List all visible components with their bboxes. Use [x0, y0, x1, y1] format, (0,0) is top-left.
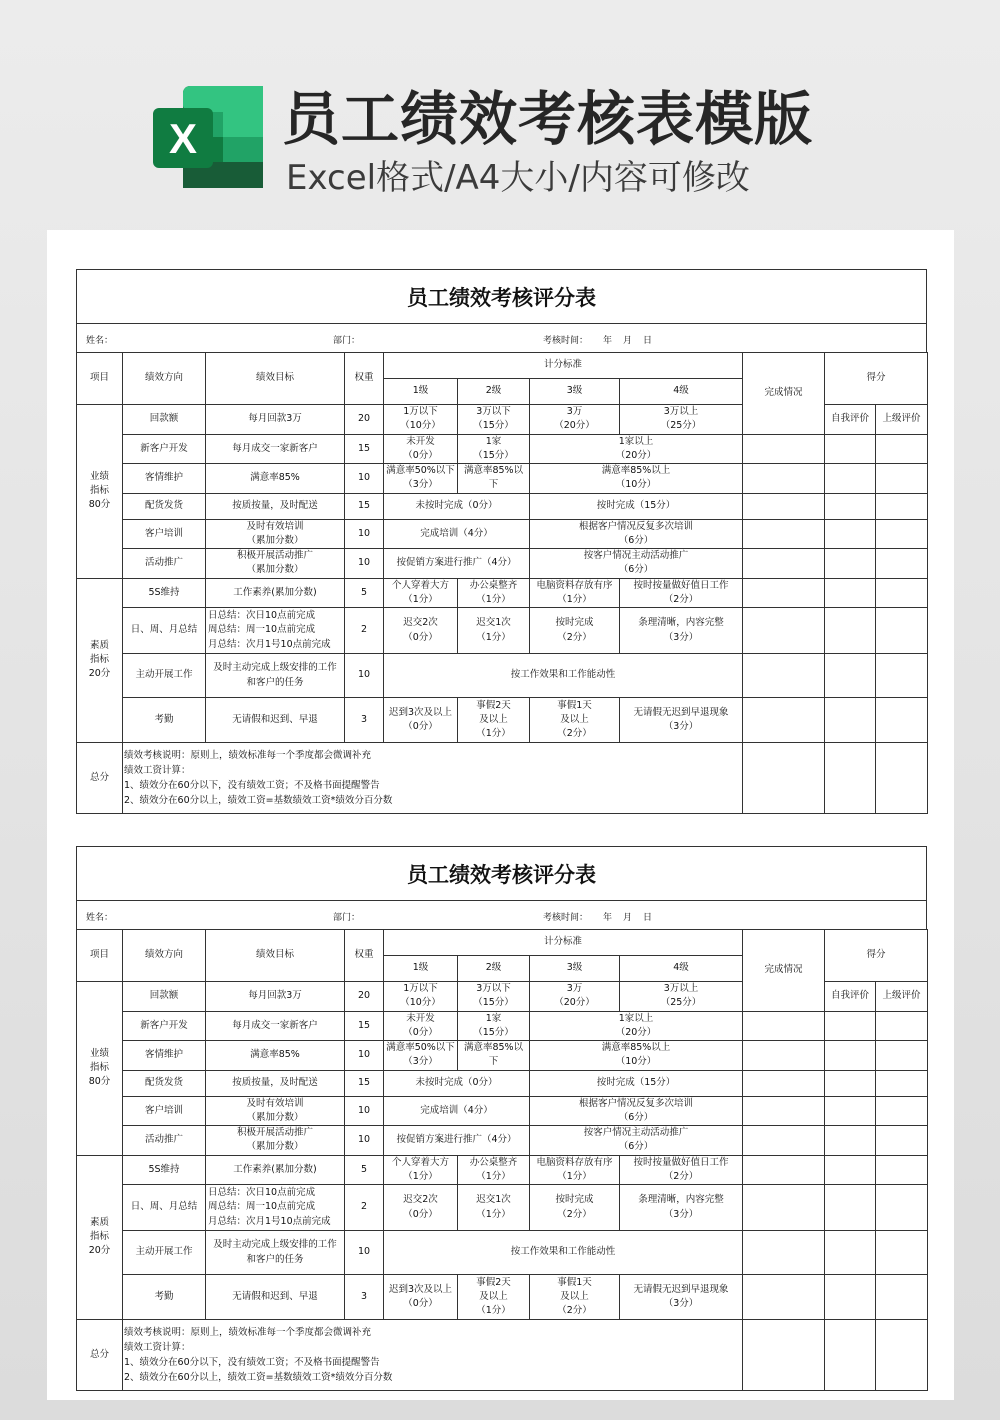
row-weight: 2	[345, 608, 384, 654]
self-score-cell[interactable]	[825, 1231, 876, 1275]
row-l2: 1家 （15分）	[458, 1011, 530, 1041]
header-l1: 1级	[384, 379, 458, 405]
completion-cell[interactable]	[743, 1320, 825, 1391]
row-target: 满意率85%	[206, 464, 345, 494]
self-score-cell[interactable]	[825, 1155, 876, 1185]
row-target: 满意率85%	[206, 1041, 345, 1071]
superior-score-cell[interactable]	[876, 1096, 928, 1126]
row-direction: 5S维持	[123, 1155, 206, 1185]
row-l1: 个人穿着大方 （1分）	[384, 1155, 458, 1185]
superior-score-cell[interactable]	[876, 464, 928, 494]
group-perf: 业绩 指标 80分	[77, 405, 123, 579]
row-l4: 3万以上 （25分）	[620, 982, 743, 1012]
header-superior: 上级评价	[876, 982, 928, 1012]
superior-score-cell[interactable]	[876, 1320, 928, 1391]
self-score-cell[interactable]	[825, 493, 876, 519]
row-l1234: 按工作效果和工作能动性	[384, 654, 743, 698]
name-label: 姓名：	[86, 913, 114, 923]
time-month: 月	[623, 913, 633, 923]
row-target: 每月成交一家新客户	[206, 434, 345, 464]
self-score-cell[interactable]	[825, 1041, 876, 1071]
group-quality: 素质 指标 20分	[77, 578, 123, 743]
superior-score-cell[interactable]	[876, 1070, 928, 1096]
row-weight: 15	[345, 1011, 384, 1041]
header-completion: 完成情况	[743, 930, 825, 1012]
banner	[0, 0, 1000, 230]
form-title: 员工绩效考核评分表	[76, 846, 927, 900]
self-score-cell[interactable]	[825, 1185, 876, 1231]
row-l4: 无请假无迟到早退现象 （3分）	[620, 698, 743, 743]
row-target: 按质按量，及时配送	[206, 493, 345, 519]
header-superior: 上级评价	[876, 405, 928, 435]
row-weight: 2	[345, 1185, 384, 1231]
row-weight: 10	[345, 1231, 384, 1275]
row-l2: 满意率85%以 下	[458, 1041, 530, 1071]
completion-cell[interactable]	[743, 743, 825, 814]
row-target: 工作素养(累加分数)	[206, 1155, 345, 1185]
header-l4: 4级	[620, 956, 743, 982]
row-target: 积极开展活动推广 （累加分数）	[206, 549, 345, 579]
logo-letter: X	[168, 115, 198, 162]
row-l34: 按时完成（15分）	[530, 1070, 743, 1096]
self-score-cell[interactable]	[825, 464, 876, 494]
self-score-cell[interactable]	[825, 698, 876, 743]
row-l4: 条理清晰，内容完整 （3分）	[620, 608, 743, 654]
row-l3: 按时完成 （2分）	[530, 1185, 620, 1231]
superior-score-cell[interactable]	[876, 1041, 928, 1071]
self-score-cell[interactable]	[825, 1126, 876, 1156]
superior-score-cell[interactable]	[876, 1126, 928, 1156]
row-weight: 3	[345, 698, 384, 743]
row-target: 及时主动完成上级安排的工作 和客户的任务	[206, 654, 345, 698]
self-score-cell[interactable]	[825, 608, 876, 654]
superior-score-cell[interactable]	[876, 434, 928, 464]
row-l1: 1万以下 （10分）	[384, 982, 458, 1012]
row-l1: 满意率50%以下 （3分）	[384, 464, 458, 494]
row-direction: 5S维持	[123, 578, 206, 608]
row-l2: 满意率85%以 下	[458, 464, 530, 494]
form-title: 员工绩效考核评分表	[76, 269, 927, 323]
row-weight: 15	[345, 434, 384, 464]
group-total: 总分	[77, 1320, 123, 1391]
header-direction: 绩效方向	[123, 930, 206, 982]
dept-label: 部门：	[333, 913, 361, 923]
completion-cell[interactable]	[743, 1096, 825, 1126]
header-l2: 2级	[458, 956, 530, 982]
row-direction: 新客户开发	[123, 434, 206, 464]
superior-score-cell[interactable]	[876, 1011, 928, 1041]
row-target: 及时有效培训 （累加分数）	[206, 1096, 345, 1126]
row-target: 日总结：次日10点前完成 周总结：周一10点前完成 月总结：次月1号10点前完成	[206, 1185, 345, 1231]
row-target: 每月回款3万	[206, 405, 345, 435]
row-direction: 活动推广	[123, 1126, 206, 1156]
superior-score-cell[interactable]	[876, 1275, 928, 1320]
header-standard: 计分标准	[384, 930, 743, 956]
row-weight: 20	[345, 982, 384, 1012]
time-year: 年	[603, 913, 613, 923]
superior-score-cell[interactable]	[876, 578, 928, 608]
notes-cell: 绩效考核说明：原则上，绩效标准每一个季度都会微调补充 绩效工资计算： 1、绩效分在60分以下，没有绩效工资；不及格书面提醒警告 2、绩效分在60分以上，绩效工资=基数绩效工资*绩效分百分数	[123, 743, 743, 814]
row-l3: 3万 （20分）	[530, 982, 620, 1012]
row-target: 及时主动完成上级安排的工作 和客户的任务	[206, 1231, 345, 1275]
row-l1: 迟交2次 （0分）	[384, 1185, 458, 1231]
time-day: 日	[643, 336, 653, 346]
group-perf: 业绩 指标 80分	[77, 982, 123, 1156]
header-l3: 3级	[530, 956, 620, 982]
header-target: 绩效目标	[206, 353, 345, 405]
row-l2: 迟交1次 （1分）	[458, 608, 530, 654]
row-target: 每月回款3万	[206, 982, 345, 1012]
row-direction: 回款额	[123, 982, 206, 1012]
self-score-cell[interactable]	[825, 1096, 876, 1126]
superior-score-cell[interactable]	[876, 1185, 928, 1231]
row-l1234: 按工作效果和工作能动性	[384, 1231, 743, 1275]
row-l4: 按时按量做好值日工作 （2分）	[620, 1155, 743, 1185]
self-score-cell[interactable]	[825, 1275, 876, 1320]
header-self: 自我评价	[825, 405, 876, 435]
row-weight: 15	[345, 493, 384, 519]
header-direction: 绩效方向	[123, 353, 206, 405]
row-l1: 1万以下 （10分）	[384, 405, 458, 435]
row-weight: 5	[345, 578, 384, 608]
row-l3: 事假1天 及以上 （2分）	[530, 1275, 620, 1320]
excel-logo-icon	[153, 86, 263, 188]
row-l1: 未开发 （0分）	[384, 434, 458, 464]
header-l1: 1级	[384, 956, 458, 982]
row-target: 按质按量，及时配送	[206, 1070, 345, 1096]
dept-label: 部门：	[333, 336, 361, 346]
row-direction: 活动推广	[123, 549, 206, 579]
evaluation-form-1	[76, 269, 927, 814]
row-l4: 3万以上 （25分）	[620, 405, 743, 435]
row-direction: 配货发货	[123, 1070, 206, 1096]
name-label: 姓名：	[86, 336, 114, 346]
group-total: 总分	[77, 743, 123, 814]
row-direction: 回款额	[123, 405, 206, 435]
row-l2: 3万以下 （15分）	[458, 982, 530, 1012]
completion-cell[interactable]	[743, 464, 825, 494]
evaluation-table	[76, 929, 928, 1391]
row-l3: 3万 （20分）	[530, 405, 620, 435]
row-l1: 迟到3次及以上 （0分）	[384, 698, 458, 743]
row-l1: 个人穿着大方 （1分）	[384, 578, 458, 608]
row-weight: 10	[345, 464, 384, 494]
self-score-cell[interactable]	[825, 1011, 876, 1041]
completion-cell[interactable]	[743, 434, 825, 464]
superior-score-cell[interactable]	[876, 549, 928, 579]
row-direction: 客情维护	[123, 464, 206, 494]
row-l12: 完成培训（4分）	[384, 1096, 530, 1126]
completion-cell[interactable]	[743, 1011, 825, 1041]
page-title: 员工绩效考核表模版	[282, 85, 814, 153]
header-weight: 权重	[345, 930, 384, 982]
completion-cell[interactable]	[743, 608, 825, 654]
header-standard: 计分标准	[384, 353, 743, 379]
row-target: 日总结：次日10点前完成 周总结：周一10点前完成 月总结：次月1号10点前完成	[206, 608, 345, 654]
row-target: 无请假和迟到、早退	[206, 1275, 345, 1320]
row-l2: 迟交1次 （1分）	[458, 1185, 530, 1231]
row-l1: 迟到3次及以上 （0分）	[384, 1275, 458, 1320]
row-weight: 10	[345, 654, 384, 698]
row-l1: 未开发 （0分）	[384, 1011, 458, 1041]
header-item: 项目	[77, 930, 123, 982]
document-paper	[47, 230, 954, 1400]
row-weight: 10	[345, 549, 384, 579]
header-self: 自我评价	[825, 982, 876, 1012]
time-label: 考核时间：	[543, 913, 589, 923]
row-l12: 按促销方案进行推广（4分）	[384, 1126, 530, 1156]
row-weight: 10	[345, 1126, 384, 1156]
superior-score-cell[interactable]	[876, 743, 928, 814]
time-month: 月	[623, 336, 633, 346]
self-score-cell[interactable]	[825, 434, 876, 464]
row-l12: 按促销方案进行推广（4分）	[384, 549, 530, 579]
form-info-row	[76, 900, 927, 929]
completion-cell[interactable]	[743, 1231, 825, 1275]
superior-score-cell[interactable]	[876, 1155, 928, 1185]
time-label: 考核时间：	[543, 336, 589, 346]
completion-cell[interactable]	[743, 698, 825, 743]
row-l34: 根据客户情况反复多次培训 （6分）	[530, 519, 743, 549]
row-l34: 按时完成（15分）	[530, 493, 743, 519]
header-item: 项目	[77, 353, 123, 405]
self-score-cell[interactable]	[825, 1070, 876, 1096]
row-l2: 办公桌整齐 （1分）	[458, 578, 530, 608]
row-weight: 20	[345, 405, 384, 435]
row-direction: 新客户开发	[123, 1011, 206, 1041]
completion-cell[interactable]	[743, 1275, 825, 1320]
row-l4: 按时按量做好值日工作 （2分）	[620, 578, 743, 608]
completion-cell[interactable]	[743, 519, 825, 549]
completion-cell[interactable]	[743, 1155, 825, 1185]
time-day: 日	[643, 913, 653, 923]
header-score: 得分	[825, 930, 928, 982]
self-score-cell[interactable]	[825, 519, 876, 549]
row-l34: 按客户情况主动活动推广 （6分）	[530, 1126, 743, 1156]
page-subtitle: Excel格式/A4大小/内容可修改	[286, 158, 750, 198]
header-score: 得分	[825, 353, 928, 405]
superior-score-cell[interactable]	[876, 608, 928, 654]
completion-cell[interactable]	[743, 578, 825, 608]
superior-score-cell[interactable]	[876, 1231, 928, 1275]
superior-score-cell[interactable]	[876, 519, 928, 549]
row-weight: 10	[345, 519, 384, 549]
completion-cell[interactable]	[743, 1126, 825, 1156]
header-completion: 完成情况	[743, 353, 825, 435]
header-target: 绩效目标	[206, 930, 345, 982]
header-l3: 3级	[530, 379, 620, 405]
row-l3: 电脑资料存放有序 （1分）	[530, 1155, 620, 1185]
row-l3: 按时完成 （2分）	[530, 608, 620, 654]
self-score-cell[interactable]	[825, 578, 876, 608]
completion-cell[interactable]	[743, 654, 825, 698]
row-l12: 完成培训（4分）	[384, 519, 530, 549]
group-quality: 素质 指标 20分	[77, 1155, 123, 1320]
superior-score-cell[interactable]	[876, 654, 928, 698]
row-l3: 电脑资料存放有序 （1分）	[530, 578, 620, 608]
row-direction: 日、周、月总结	[123, 608, 206, 654]
row-direction: 客户培训	[123, 519, 206, 549]
row-l2: 事假2天 及以上 （1分）	[458, 1275, 530, 1320]
row-target: 积极开展活动推广 （累加分数）	[206, 1126, 345, 1156]
row-l34: 1家以上 （20分）	[530, 434, 743, 464]
self-score-cell[interactable]	[825, 1320, 876, 1391]
row-weight: 5	[345, 1155, 384, 1185]
row-weight: 3	[345, 1275, 384, 1320]
row-weight: 10	[345, 1096, 384, 1126]
row-direction: 主动开展工作	[123, 1231, 206, 1275]
row-weight: 15	[345, 1070, 384, 1096]
self-score-cell[interactable]	[825, 654, 876, 698]
time-year: 年	[603, 336, 613, 346]
row-target: 每月成交一家新客户	[206, 1011, 345, 1041]
row-direction: 考勤	[123, 1275, 206, 1320]
row-l34: 1家以上 （20分）	[530, 1011, 743, 1041]
self-score-cell[interactable]	[825, 743, 876, 814]
row-target: 及时有效培训 （累加分数）	[206, 519, 345, 549]
superior-score-cell[interactable]	[876, 698, 928, 743]
completion-cell[interactable]	[743, 1041, 825, 1071]
row-direction: 主动开展工作	[123, 654, 206, 698]
header-l2: 2级	[458, 379, 530, 405]
row-l4: 无请假无迟到早退现象 （3分）	[620, 1275, 743, 1320]
row-l2: 办公桌整齐 （1分）	[458, 1155, 530, 1185]
row-l2: 事假2天 及以上 （1分）	[458, 698, 530, 743]
completion-cell[interactable]	[743, 1185, 825, 1231]
row-target: 工作素养(累加分数)	[206, 578, 345, 608]
row-l4: 条理清晰，内容完整 （3分）	[620, 1185, 743, 1231]
evaluation-form-2	[76, 846, 927, 1391]
row-direction: 客户培训	[123, 1096, 206, 1126]
row-l1: 满意率50%以下 （3分）	[384, 1041, 458, 1071]
evaluation-table	[76, 352, 928, 814]
row-l2: 1家 （15分）	[458, 434, 530, 464]
row-l3: 事假1天 及以上 （2分）	[530, 698, 620, 743]
header-l4: 4级	[620, 379, 743, 405]
self-score-cell[interactable]	[825, 549, 876, 579]
superior-score-cell[interactable]	[876, 493, 928, 519]
row-l34: 满意率85%以上 （10分）	[530, 1041, 743, 1071]
completion-cell[interactable]	[743, 493, 825, 519]
row-l2: 3万以下 （15分）	[458, 405, 530, 435]
row-l34: 根据客户情况反复多次培训 （6分）	[530, 1096, 743, 1126]
row-weight: 10	[345, 1041, 384, 1071]
row-direction: 日、周、月总结	[123, 1185, 206, 1231]
row-l12: 未按时完成（0分）	[384, 493, 530, 519]
row-target: 无请假和迟到、早退	[206, 698, 345, 743]
row-l12: 未按时完成（0分）	[384, 1070, 530, 1096]
row-direction: 客情维护	[123, 1041, 206, 1071]
notes-cell: 绩效考核说明：原则上，绩效标准每一个季度都会微调补充 绩效工资计算： 1、绩效分在60分以下，没有绩效工资；不及格书面提醒警告 2、绩效分在60分以上，绩效工资=基数绩效工资*绩效分百分数	[123, 1320, 743, 1391]
form-info-row	[76, 323, 927, 352]
row-l1: 迟交2次 （0分）	[384, 608, 458, 654]
row-direction: 考勤	[123, 698, 206, 743]
row-l34: 按客户情况主动活动推广 （6分）	[530, 549, 743, 579]
row-l34: 满意率85%以上 （10分）	[530, 464, 743, 494]
completion-cell[interactable]	[743, 1070, 825, 1096]
row-direction: 配货发货	[123, 493, 206, 519]
completion-cell[interactable]	[743, 549, 825, 579]
header-weight: 权重	[345, 353, 384, 405]
